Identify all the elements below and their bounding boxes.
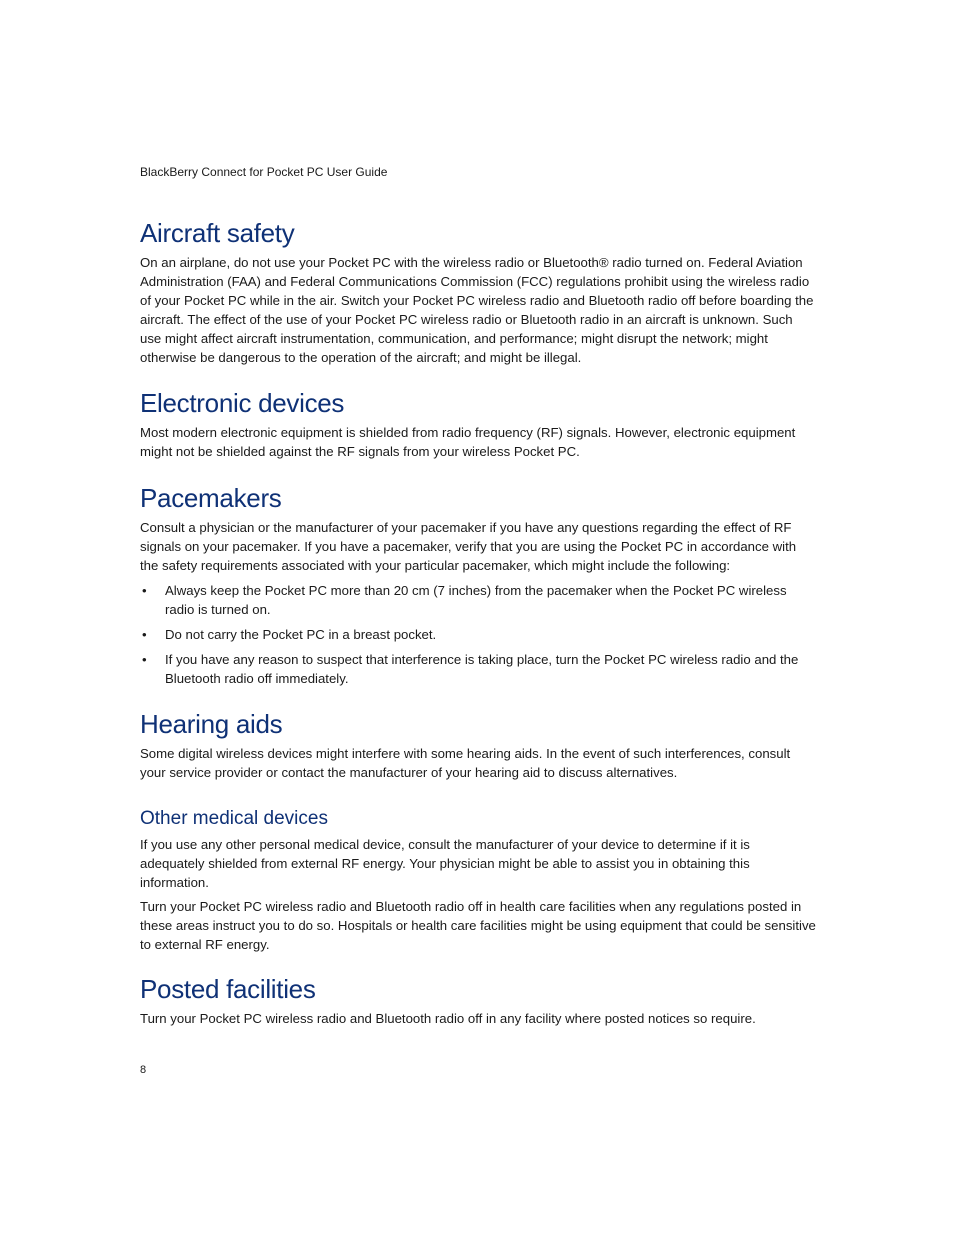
paragraph-other-medical-1: If you use any other personal medical device, consult the manufacturer of your device to determine if it is adequately shielded from external RF energy. Your physician might be able to assist you in obtaining this information.: [140, 837, 750, 890]
bullet-marker: •: [142, 627, 147, 642]
section-other-medical-devices: [140, 807, 816, 959]
bullet-text: If you have any reason to suspect that interference is taking place, turn the Pocket PC wireless radio and the Bluetooth radio off immediately.: [165, 652, 799, 686]
heading-aircraft-safety: Aircraft safety: [140, 218, 295, 248]
paragraph-pacemakers: Consult a physician or the manufacturer of your pacemaker if you have any questions regarding the effect of RF signals on your pacemaker. If you have a pacemaker, verify that you are using the Pocket PC in accordance with the safety requirements associated with your particular pacemaker, which might include the following:: [140, 520, 797, 573]
paragraph-other-medical-2: Turn your Pocket PC wireless radio and Bluetooth radio off in health care facilities when any regulations posted in these areas instruct you to do so. Hospitals or health care facilities might be using equipment that could be sensitive to external RF energy.: [140, 899, 816, 952]
pacemaker-bullet-list: [140, 581, 816, 688]
heading-pacemakers: Pacemakers: [140, 483, 282, 513]
section-hearing-aids: [140, 708, 816, 787]
subheading-other-medical-devices: Other medical devices: [140, 808, 328, 829]
section-aircraft-safety: [140, 217, 816, 372]
heading-posted-facilities: Posted facilities: [140, 974, 316, 1004]
bullet-text: Always keep the Pocket PC more than 20 cm (7 inches) from the pacemaker when the Pocket PC wireless radio is turned on.: [165, 583, 787, 617]
heading-hearing-aids: Hearing aids: [140, 709, 283, 739]
bullet-item: [140, 625, 816, 644]
section-pacemakers: [140, 482, 816, 694]
paragraph-hearing-aids: Some digital wireless devices might interfere with some hearing aids. In the event of such interferences, consult your service provider or contact the manufacturer of your hearing aid to discuss alternatives.: [140, 746, 791, 780]
bullet-item: [140, 581, 816, 619]
heading-electronic-devices: Electronic devices: [140, 388, 345, 418]
bullet-marker: •: [142, 583, 147, 598]
section-electronic-devices: [140, 387, 816, 466]
running-header: BlackBerry Connect for Pocket PC User Guide: [140, 165, 388, 179]
bullet-marker: •: [142, 652, 147, 667]
section-posted-facilities: [140, 973, 816, 1033]
page-number: 8: [140, 1064, 147, 1076]
paragraph-posted-facilities: Turn your Pocket PC wireless radio and Bluetooth radio off in any facility where posted notices so require.: [140, 1011, 756, 1026]
bullet-item: [140, 650, 816, 688]
paragraph-aircraft-safety: On an airplane, do not use your Pocket PC with the wireless radio or Bluetooth® radio turned on. Federal Aviation Administration (FAA) and Federal Communications Commission (FCC) regulations prohibit using the wireless radio of your Pocket PC while in the air. Switch your Pocket PC wireless radio and Bluetooth radio off before boarding the aircraft. The effect of the use of your Pocket PC wireless radio or Bluetooth radio in an aircraft is unknown. Such use might affect aircraft instrumentation, communication, and performance; might disrupt the network; might otherwise be dangerous to the operation of the aircraft; and might be illegal.: [140, 255, 814, 365]
paragraph-electronic-devices: Most modern electronic equipment is shielded from radio frequency (RF) signals. However, electronic equipment might not be shielded against the RF signals from your wireless Pocket PC.: [140, 425, 796, 459]
bullet-text: Do not carry the Pocket PC in a breast pocket.: [165, 627, 437, 642]
